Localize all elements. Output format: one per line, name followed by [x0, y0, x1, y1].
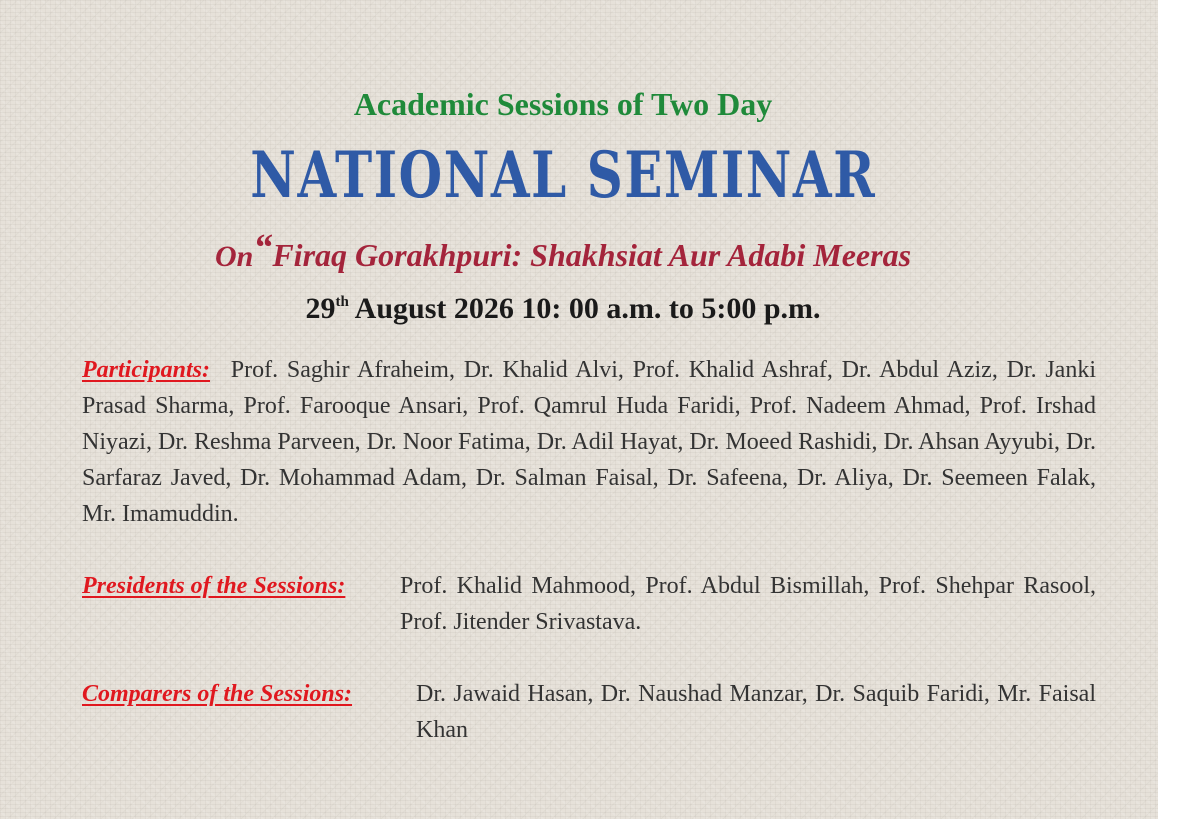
page-title-text: NATIONAL SEMINAR [250, 138, 876, 213]
seminar-subject [0, 227, 1126, 276]
page-title [0, 138, 1126, 213]
comparers-list: Dr. Jawaid Hasan, Dr. Naushad Manzar, Dr. Saquib Faridi, Mr. Faisal Khan [416, 681, 1096, 743]
date-rest: August 2026 10: 00 a.m. to 5:00 p.m. [348, 292, 821, 325]
participants-list: Prof. Saghir Afraheim, Dr. Khalid Alvi, Prof. Khalid Ashraf, Dr. Abdul Aziz, Dr. Janki Prasad Sharma, Prof. Farooque Ansari, Prof. Qamrul Huda Faridi, Prof. Nadeem Ahmad, Prof. Irshad Niyazi, Dr. Reshma Parveen, Dr. Noor Fatima, Dr. Adil Hayat, Dr. Moeed Rashidi, Dr. Ahsan Ayyubi, Dr. Sarfaraz Javed, Dr. Mohammad Adam, Dr. Salman Faisal, Dr. Safeena, Dr. Aliya, Dr. Seemeen Falak, Mr. Imamuddin. [82, 357, 1097, 527]
subject-prefix: On [214, 240, 254, 273]
subject-open-quote: “ [253, 227, 273, 269]
date-day: 29 [305, 292, 336, 325]
participants-section [82, 352, 1096, 532]
presidents-label: Presidents of the Sessions: [82, 573, 346, 599]
date-suffix: th [335, 294, 349, 310]
page-bottom-margin [0, 819, 1200, 825]
pretitle: Academic Sessions of Two Day [353, 86, 773, 122]
comparers-label: Comparers of the Sessions: [82, 681, 353, 707]
subject-text: Firaq Gorakhpuri: Shakhsiat Aur Adabi Meeras [272, 237, 912, 273]
participants-label: Participants: [82, 357, 211, 383]
presidents-list: Prof. Khalid Mahmood, Prof. Abdul Bismillah, Prof. Shehpar Rasool, Prof. Jitender Srivastava. [400, 573, 1096, 635]
date-time [0, 292, 1126, 326]
comparers-section-label [82, 676, 352, 712]
presidents-section-label [82, 568, 345, 604]
page-right-margin [1158, 0, 1200, 825]
